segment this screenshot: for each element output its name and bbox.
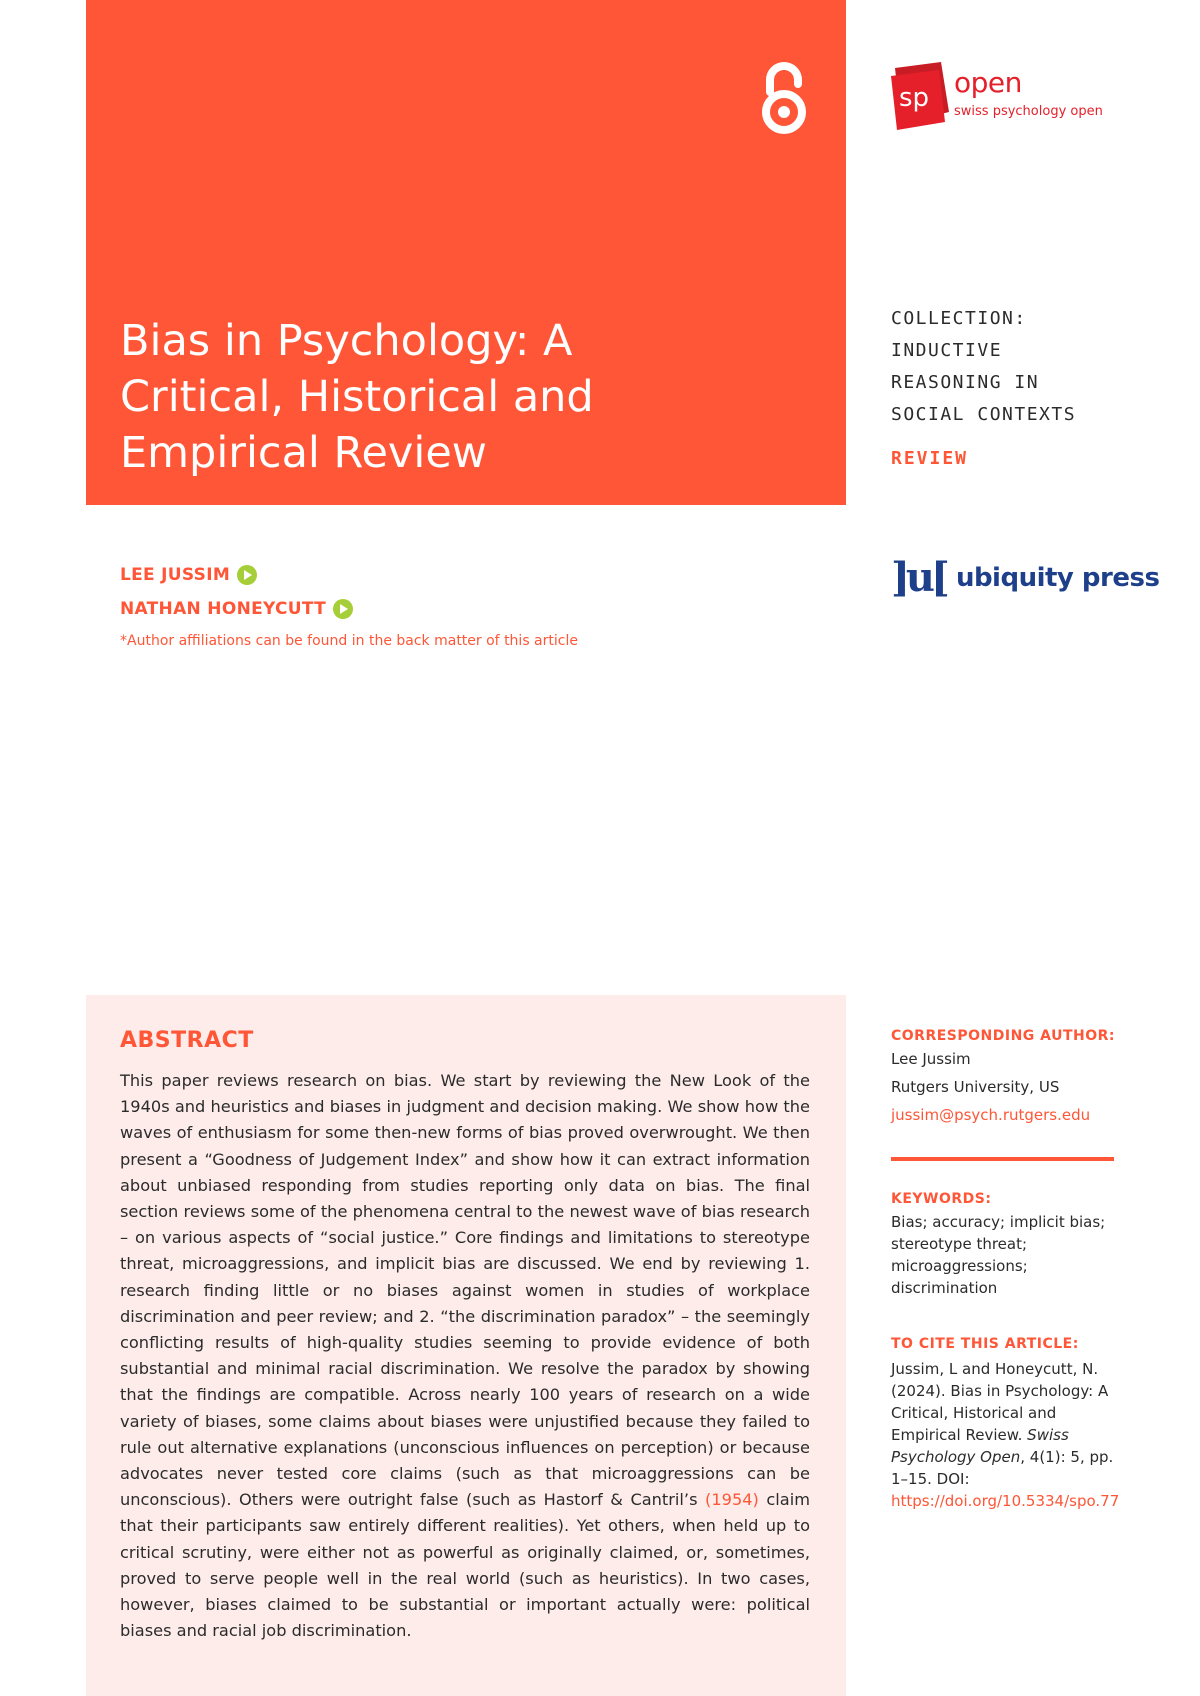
journal-logo-subtitle: swiss psychology open xyxy=(954,104,1103,119)
publisher-logo-mark: ]u[ xyxy=(891,554,946,601)
publisher-logo-name: ubiquity press xyxy=(955,563,1160,593)
author-list xyxy=(120,558,353,626)
citation-text-part: Jussim, L and Honeycutt, N. (2024). Bias in Psychology: A Critical, Historical and Empirical Review. xyxy=(891,1360,1109,1444)
author-name[interactable]: NATHAN HONEYCUTT xyxy=(120,599,327,619)
citation xyxy=(891,1336,1121,1512)
side-divider xyxy=(891,1157,1114,1161)
collection-line: REASONING IN xyxy=(891,372,1040,393)
corresponding-author-name: Lee Jussim xyxy=(891,1050,971,1068)
corresponding-author-institution: Rutgers University, US xyxy=(891,1078,1060,1096)
article-title: Bias in Psychology: A Critical, Historical and Empirical Review xyxy=(120,316,594,478)
author-item xyxy=(120,592,353,626)
corresponding-author-email[interactable]: jussim@psych.rutgers.edu xyxy=(891,1106,1091,1124)
author-item xyxy=(120,558,353,592)
author-name[interactable]: LEE JUSSIM xyxy=(120,565,231,585)
abstract-text-part: This paper reviews research on bias. We start by reviewing the New Look of the 1940s and heuristics and biases in judgment and decision making. We show how the waves of enthusiasm for some then-new forms of bias proved overwrought. We then present a “Goodness of Judgement Index” and show how it can extract information about unbiased responding from studies reporting only data on bias. The final section reviews some of the phenomena central to the newest wave of bias research – on various aspects of “social justice.” Core findings and limitations to stereotype threat, microaggressions, and implicit bias are discussed. We end by reviewing 1. research finding little or no biases against women in studies of workplace discrimination and peer review; and 2. “the discrimination paradox” – the seemingly conflicting results of high-quality studies seeming to provide evidence of both substantial and minimal racial discrimination. We resolve the paradox by showing that the findings are compatible. Across nearly 100 years of research on a wide variety of biases, some claims about biases were unjustified because they failed to rule out alternative explanations (unconscious influences on perception) or because advocates never tested core claims (such as that microaggressions can be unconscious). Others were outright false (such as Hastorf & Cantril’s xyxy=(120,1071,810,1510)
abstract-citation-link[interactable]: (1954) xyxy=(705,1490,759,1510)
keywords-text: Bias; accuracy; implicit bias; stereotype threat; microaggressions; discrimination xyxy=(891,1213,1106,1297)
journal-logo-mark xyxy=(891,60,953,132)
corresponding-author-heading: CORRESPONDING AUTHOR: xyxy=(891,1028,1115,1044)
orcid-icon[interactable] xyxy=(237,565,257,585)
abstract-heading: ABSTRACT xyxy=(120,1028,254,1053)
article-type: REVIEW xyxy=(891,448,969,469)
collection-line: COLLECTION: xyxy=(891,308,1027,329)
journal-logo xyxy=(891,60,1121,132)
keywords-heading: KEYWORDS: xyxy=(891,1191,992,1207)
collection-line: SOCIAL CONTEXTS xyxy=(891,404,1077,425)
citation-text-part: , 4(1): 5, pp. 1–15. DOI: xyxy=(891,1448,1114,1488)
citation-text xyxy=(891,1358,1121,1512)
keywords xyxy=(891,1191,1121,1299)
publisher-logo xyxy=(891,556,1159,600)
citation-doi-link[interactable]: https://doi.org/10.5334/spo.77 xyxy=(891,1492,1120,1510)
affiliation-note: *Author affiliations can be found in the back matter of this article xyxy=(120,633,578,649)
abstract-text xyxy=(120,1068,810,1644)
orcid-icon[interactable] xyxy=(333,599,353,619)
journal-logo-mark-text: sp xyxy=(899,83,930,113)
collection-label xyxy=(891,303,1161,431)
citation-journal: Swiss Psychology Open xyxy=(891,1426,1069,1466)
collection-line: INDUCTIVE xyxy=(891,340,1003,361)
corresponding-author xyxy=(891,1028,1121,1126)
abstract-text-part: claim that their participants saw entirely different realities). Yet others, when held up to critical scrutiny, were either not as powerful as originally claimed, or, sometimes, proved to serve people well in the real world (such as heuristics). In two cases, however, biases claimed to be substantial or important actually were: political biases and racial job discrimination. xyxy=(120,1490,810,1641)
journal-logo-name: open xyxy=(954,66,1022,99)
citation-heading: TO CITE THIS ARTICLE: xyxy=(891,1336,1079,1352)
open-access-icon xyxy=(756,58,812,136)
